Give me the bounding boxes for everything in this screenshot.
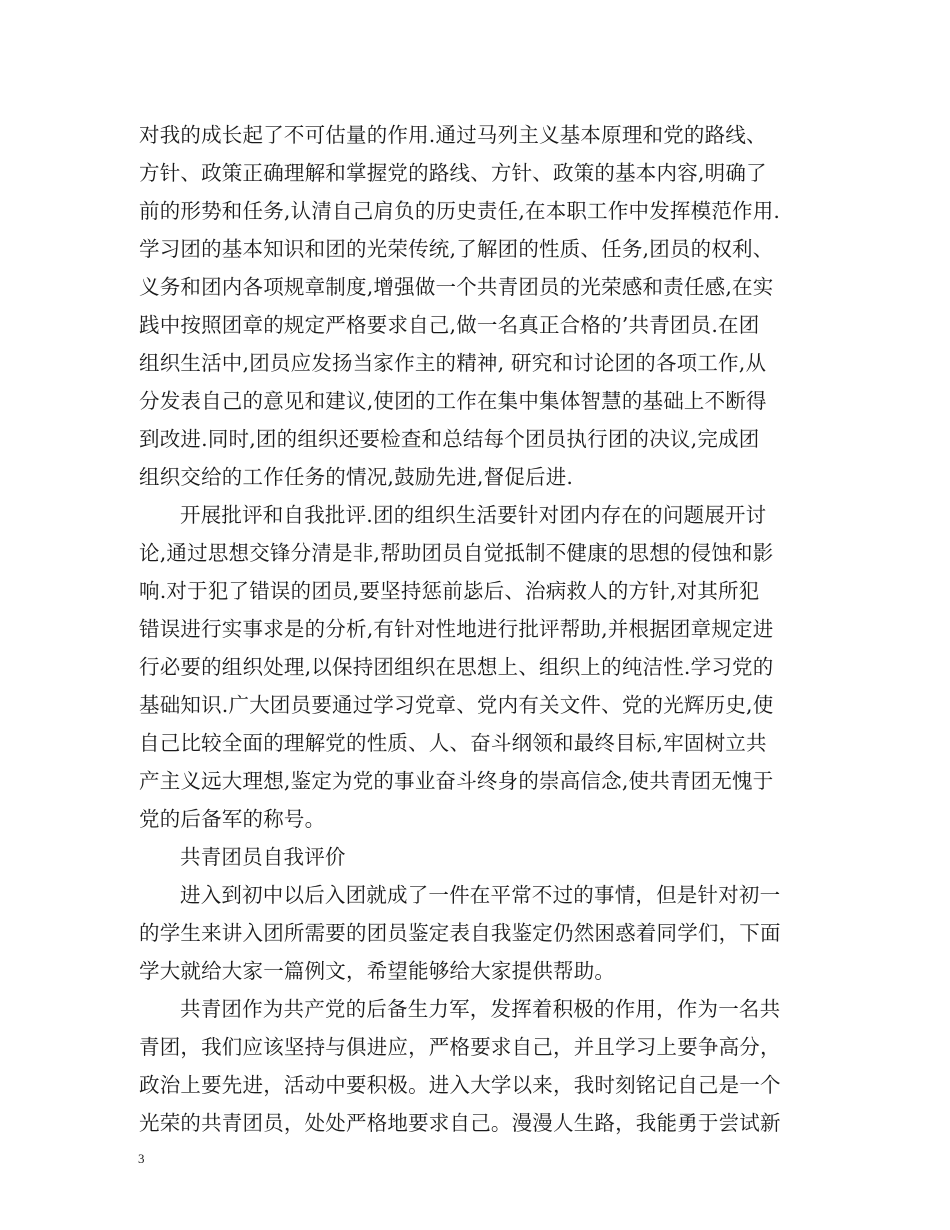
text-line: 进入到初中以后入团就成了一件在平常不过的事情，但是针对初一 bbox=[180, 883, 781, 907]
text-line: 义务和团内各项规章制度,增强做一个共青团员的光荣感和责任感,在实 bbox=[139, 275, 774, 299]
text-line: 自己比较全面的理解党的性质、人、奋斗纲领和最终目标,牢固树立共 bbox=[139, 731, 767, 755]
text-line: 共青团员自我评价 bbox=[180, 845, 346, 869]
text-line: 学大就给大家一篇例文，希望能够给大家提供帮助。 bbox=[139, 959, 616, 983]
text-line: 论,通过思想交锋分清是非,帮助团员自觉抵制不健康的思想的侵蚀和影 bbox=[139, 541, 774, 565]
text-line: 组织交给的工作任务的情况,鼓励先进,督促后进. bbox=[139, 465, 574, 489]
text-line: 分发表自己的意见和建议,使团的工作在集中集体智慧的基础上不断得 bbox=[139, 389, 767, 413]
text-line: 到改进.同时,团的组织还要检查和总结每个团员执行团的决议,完成团 bbox=[139, 427, 760, 451]
text-line: 组织生活中,团员应发扬当家作主的精神, 研究和讨论团的各项工作,从 bbox=[139, 351, 767, 375]
text-line: 响.对于犯了错误的团员,要坚持惩前毖后、治病救人的方针,对其所犯 bbox=[139, 579, 760, 603]
text-line: 政治上要先进，活动中要积极。进入大学以来，我时刻铭记自己是一个 bbox=[139, 1073, 781, 1097]
text-line: 共青团作为共产党的后备生力军，发挥着积极的作用，作为一名共 bbox=[180, 997, 781, 1021]
text-line: 开展批评和自我批评.团的组织生活要针对团内存在的问题展开讨 bbox=[180, 503, 767, 527]
page-number: 3 bbox=[138, 1151, 145, 1166]
body-text bbox=[139, 116, 829, 1142]
text-line: 前的形势和任务,认清自己肩负的历史责任,在本职工作中发挥模范作用. bbox=[139, 199, 781, 223]
text-line: 产主义远大理想,鉴定为党的事业奋斗终身的崇高信念,使共青团无愧于 bbox=[139, 769, 774, 793]
text-line: 践中按照团章的规定严格要求自己,做一名真正合格的’共青团员.在团 bbox=[139, 313, 760, 337]
text-line: 光荣的共青团员，处处严格地要求自己。漫漫人生路，我能勇于尝试新 bbox=[139, 1111, 781, 1135]
text-line: 对我的成长起了不可估量的作用.通过马列主义基本原理和党的路线、 bbox=[139, 123, 767, 147]
text-line: 基础知识.广大团员要通过学习党章、党内有关文件、党的光辉历史,使 bbox=[139, 693, 774, 717]
text-line: 青团，我们应该坚持与俱进应，严格要求自己，并且学习上要争高分， bbox=[139, 1035, 781, 1059]
text-line: 行必要的组织处理,以保持团组织在思想上、组织上的纯洁性.学习党的 bbox=[139, 655, 774, 679]
text-line: 错误进行实事求是的分析,有针对性地进行批评帮助,并根据团章规定进 bbox=[139, 617, 774, 641]
text-line: 党的后备军的称号。 bbox=[139, 807, 326, 831]
text-line: 的学生来讲入团所需要的团员鉴定表自我鉴定仍然困惑着同学们，下面 bbox=[139, 921, 781, 945]
text-line: 方针、政策正确理解和掌握党的路线、方针、政策的基本内容,明确了 bbox=[139, 161, 767, 185]
text-line: 学习团的基本知识和团的光荣传统,了解团的性质、任务,团员的权利、 bbox=[139, 237, 774, 261]
